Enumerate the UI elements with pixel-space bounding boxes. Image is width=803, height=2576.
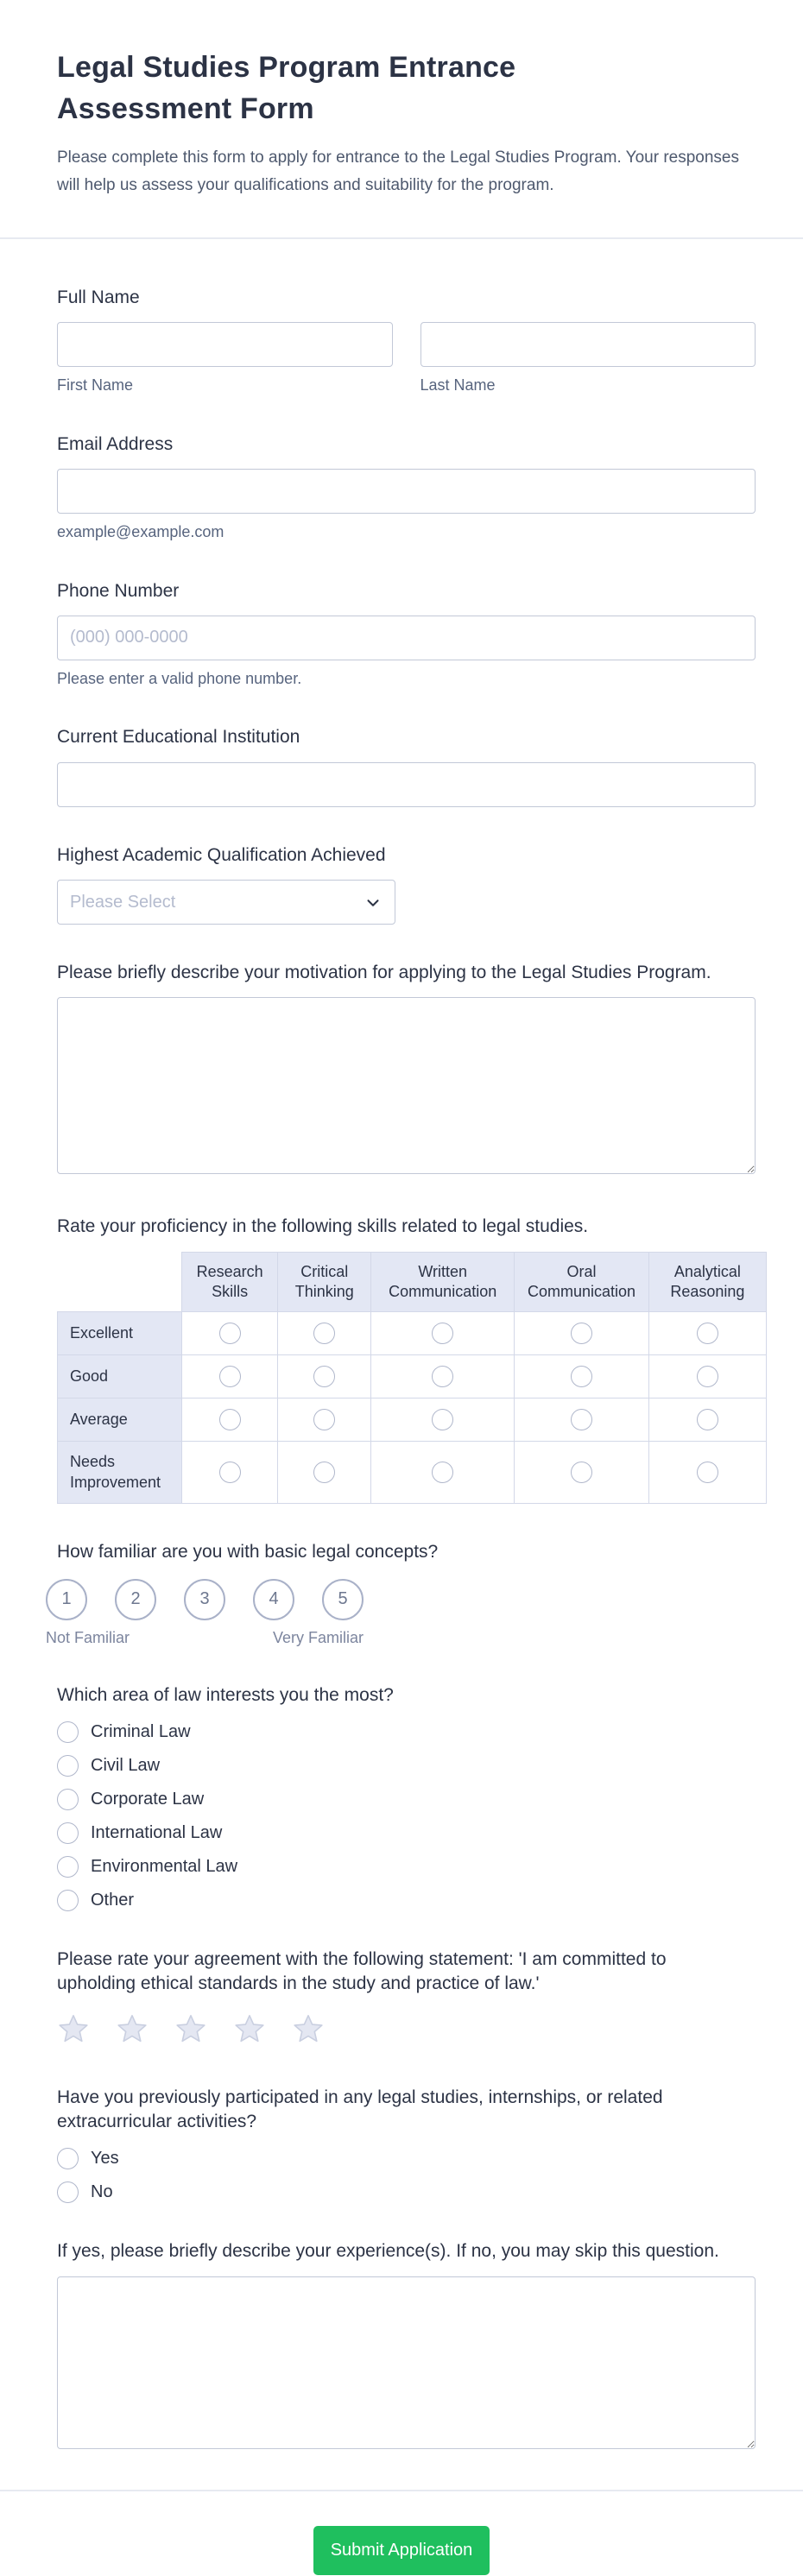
matrix-column-header: Critical Thinking [278, 1252, 371, 1312]
email-sublabel: example@example.com [57, 523, 224, 541]
familiarity-label: How familiar are you with basic legal concepts? [57, 1542, 439, 1563]
last-name-input[interactable] [420, 322, 756, 367]
participation-option-yes[interactable] [57, 2148, 756, 2169]
law-area-option[interactable] [57, 1822, 756, 1844]
radio-icon[interactable] [57, 1755, 79, 1777]
question-email [57, 432, 756, 543]
star-icon[interactable] [174, 2012, 207, 2049]
question-qualification [57, 843, 756, 925]
radio-icon[interactable] [57, 1721, 79, 1743]
matrix-radio[interactable] [571, 1366, 592, 1387]
matrix-corner-cell [58, 1252, 182, 1312]
email-input[interactable] [57, 469, 756, 514]
star-icon[interactable] [233, 2012, 266, 2049]
matrix-radio[interactable] [313, 1409, 335, 1430]
chevron-down-icon [364, 893, 383, 917]
law-area-option-label: Criminal Law [91, 1721, 191, 1741]
participation-option-label: Yes [91, 2149, 119, 2169]
law-area-label: Which area of law interests you the most? [57, 1684, 394, 1705]
matrix-column-header: Oral Communication [515, 1252, 649, 1312]
matrix-radio[interactable] [313, 1462, 335, 1483]
radio-icon[interactable] [57, 1856, 79, 1878]
motivation-label: Please briefly describe your motivation for applying to the Legal Studies Program. [57, 963, 711, 983]
matrix-row [58, 1398, 767, 1442]
matrix-radio[interactable] [432, 1462, 453, 1483]
page-title: Legal Studies Program Entrance Assessment Form [57, 51, 516, 126]
participation-option-no[interactable] [57, 2181, 756, 2203]
law-area-option-label: Corporate Law [91, 1789, 205, 1809]
matrix-radio[interactable] [697, 1409, 718, 1430]
law-area-option[interactable] [57, 1856, 756, 1878]
question-experience [57, 2239, 756, 2453]
motivation-textarea[interactable] [57, 997, 756, 1174]
question-law-area [57, 1683, 756, 1911]
full-name-label: Full Name [57, 287, 140, 308]
law-area-option[interactable] [57, 1755, 756, 1777]
participation-option-label: No [91, 2182, 113, 2202]
question-motivation [57, 961, 756, 1178]
matrix-radio[interactable] [219, 1409, 241, 1430]
familiarity-scale [46, 1579, 364, 1647]
form-body [0, 239, 803, 2453]
law-area-option-label: Environmental Law [91, 1856, 238, 1876]
participation-label: Have you previously participated in any legal studies, internships, or related extracurricular activities? [57, 2087, 663, 2131]
matrix-radio[interactable] [571, 1462, 592, 1483]
email-label: Email Address [57, 433, 174, 454]
matrix-row [58, 1312, 767, 1355]
radio-icon[interactable] [57, 1822, 79, 1844]
qualification-select[interactable] [57, 880, 395, 925]
star-icon[interactable] [292, 2012, 325, 2049]
agreement-label: Please rate your agreement with the following statement: 'I am committed to upholding ethical standards in the study and practice of law.' [57, 1948, 667, 1994]
matrix-row-label: Average [58, 1398, 182, 1442]
first-name-sublabel: First Name [57, 376, 134, 395]
experience-textarea[interactable] [57, 2276, 756, 2449]
experience-label: If yes, please briefly describe your experience(s). If no, you may skip this question. [57, 2241, 719, 2262]
submit-button[interactable]: Submit Application [313, 2526, 490, 2575]
question-institution [57, 725, 756, 806]
skills-matrix-label: Rate your proficiency in the following skills related to legal studies. [57, 1216, 589, 1237]
matrix-row-label: Needs Improvement [58, 1442, 182, 1504]
radio-icon[interactable] [57, 1789, 79, 1810]
matrix-radio[interactable] [697, 1462, 718, 1483]
question-full-name [57, 286, 756, 396]
matrix-radio[interactable] [432, 1409, 453, 1430]
institution-input[interactable] [57, 762, 756, 807]
matrix-row [58, 1442, 767, 1504]
law-area-option-label: Other [91, 1890, 135, 1910]
matrix-column-header: Research Skills [182, 1252, 278, 1312]
matrix-radio[interactable] [697, 1323, 718, 1344]
form-description: Please complete this form to apply for entrance to the Legal Studies Program. Your responses will help us assess your qualifications and suitability for the program. [57, 148, 740, 194]
star-icon[interactable] [57, 2012, 90, 2049]
form-header [0, 0, 803, 199]
first-name-input[interactable] [57, 322, 393, 367]
question-agreement-rating [57, 1948, 756, 2049]
matrix-row-label: Good [58, 1355, 182, 1398]
law-area-option-label: Civil Law [91, 1755, 161, 1775]
scale-option-2[interactable]: 2 [115, 1579, 156, 1620]
last-name-sublabel: Last Name [420, 376, 496, 395]
scale-option-3[interactable]: 3 [184, 1579, 225, 1620]
institution-label: Current Educational Institution [57, 727, 300, 748]
matrix-column-header: Analytical Reasoning [648, 1252, 766, 1312]
matrix-radio[interactable] [571, 1323, 592, 1344]
matrix-radio[interactable] [219, 1462, 241, 1483]
law-area-option-label: International Law [91, 1822, 223, 1842]
phone-label: Phone Number [57, 580, 180, 601]
law-area-option[interactable] [57, 1789, 756, 1810]
skills-matrix-table [57, 1252, 767, 1505]
matrix-radio[interactable] [219, 1366, 241, 1387]
matrix-radio[interactable] [219, 1323, 241, 1344]
radio-icon[interactable] [57, 2181, 79, 2203]
law-area-option[interactable] [57, 1890, 756, 1911]
matrix-radio[interactable] [432, 1323, 453, 1344]
question-phone [57, 579, 756, 690]
star-icon[interactable] [116, 2012, 149, 2049]
law-area-option[interactable] [57, 1721, 756, 1743]
matrix-row-label: Excellent [58, 1312, 182, 1355]
matrix-radio[interactable] [432, 1366, 453, 1387]
submit-area [0, 2491, 803, 2575]
scale-option-1[interactable]: 1 [46, 1579, 87, 1620]
matrix-radio[interactable] [571, 1409, 592, 1430]
question-familiarity-scale [46, 1540, 756, 1646]
scale-option-5[interactable]: 5 [322, 1579, 364, 1620]
matrix-radio[interactable] [313, 1366, 335, 1387]
matrix-radio[interactable] [313, 1323, 335, 1344]
question-participation [57, 2086, 756, 2204]
phone-input[interactable] [57, 616, 756, 660]
matrix-row [58, 1355, 767, 1398]
qualification-label: Highest Academic Qualification Achieved [57, 844, 386, 865]
radio-icon[interactable] [57, 2148, 79, 2169]
matrix-radio[interactable] [697, 1366, 718, 1387]
phone-sublabel: Please enter a valid phone number. [57, 669, 302, 687]
scale-max-label: Very Familiar [272, 1628, 364, 1646]
scale-option-4[interactable]: 4 [253, 1579, 294, 1620]
star-rating [57, 2012, 756, 2049]
question-skills-matrix [57, 1215, 756, 1504]
radio-icon[interactable] [57, 1890, 79, 1911]
scale-min-label: Not Familiar [46, 1628, 130, 1646]
qualification-selected-value: Please Select [70, 892, 176, 912]
matrix-column-header: Written Communication [371, 1252, 515, 1312]
